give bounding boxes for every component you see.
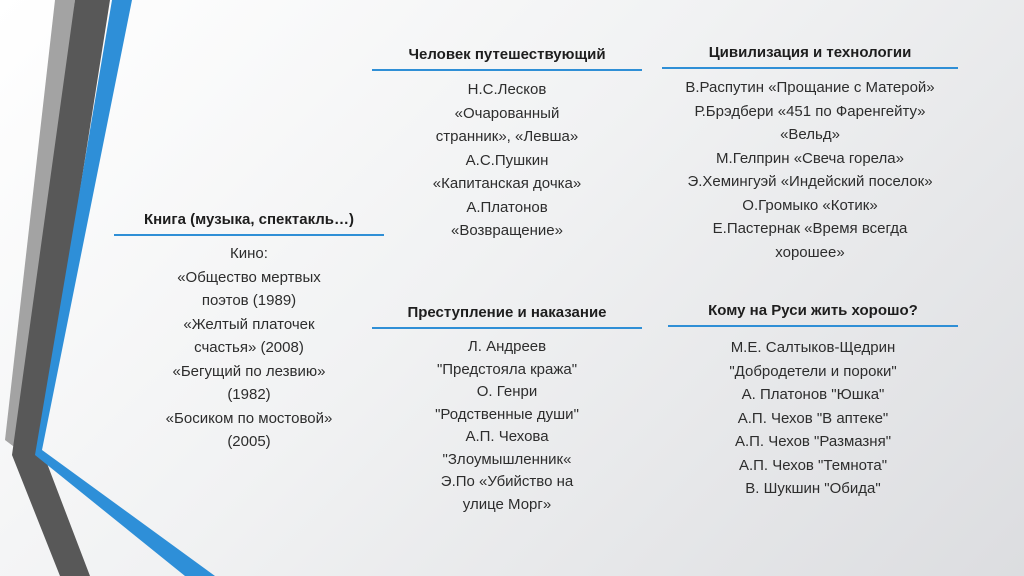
traveler-list [372, 78, 642, 243]
russia-list [668, 336, 958, 501]
list-item: странник», «Левша» [435, 128, 579, 145]
list-item: Кино: [230, 245, 268, 262]
list-item: В. Шукшин "Обида" [745, 480, 881, 497]
list-item: О.Громыко «Котик» [742, 196, 878, 214]
list-item: «Очарованный [454, 104, 560, 122]
list-item: А.П. Чехов "В аптеке" [737, 409, 889, 427]
list-item: «Вельд» [780, 126, 840, 143]
list-item: (1982) [227, 386, 271, 403]
crime-heading: Преступление и наказание [372, 304, 642, 329]
list-item: О. Генри [476, 383, 538, 400]
list-item: «Желтый платочек [183, 315, 315, 333]
list-item: Э.По «Убийство на [440, 473, 574, 490]
book-block [114, 211, 384, 454]
list-item: хорошее» [775, 243, 845, 261]
list-item: "Родственные души" [435, 405, 579, 423]
traveler-heading: Человек путешествующий [372, 46, 642, 71]
list-item: улице Морг» [462, 495, 552, 513]
book-heading: Книга (музыка, спектакль…) [114, 211, 384, 236]
list-item: Э.Хемингуэй «Индейский поселок» [687, 173, 933, 190]
list-item: Н.С.Лесков [467, 81, 547, 98]
book-list [114, 242, 384, 454]
list-item: «Капитанская дочка» [432, 175, 582, 192]
traveler-block [372, 46, 642, 243]
russia-heading: Кому на Руси жить хорошо? [668, 302, 958, 327]
list-item: "Злоумышленник« [442, 450, 572, 468]
list-item: А. Платонов "Юшка" [741, 386, 885, 403]
civilization-block [662, 44, 958, 264]
civilization-heading: Цивилизация и технологии [662, 44, 958, 69]
list-item: поэтов (1989) [201, 292, 297, 309]
list-item: "Предстояла кража" [436, 360, 578, 378]
list-item: «Общество мертвых [177, 268, 321, 286]
crime-list [372, 336, 642, 516]
list-item: Р.Брэдбери «451 по Фаренгейту» [694, 102, 926, 120]
russia-block [668, 302, 958, 501]
list-item: (2005) [227, 433, 271, 450]
list-item: Л. Андреев [467, 338, 547, 355]
list-item: А.П. Чехов "Размазня" [734, 433, 892, 450]
list-item: А.П. Чехова [465, 428, 549, 445]
list-item: М.Гелприн «Свеча горела» [716, 149, 904, 167]
civilization-list [662, 76, 958, 264]
list-item: А.П. Чехов "Темнота" [738, 456, 888, 474]
list-item: «Босиком по мостовой» [165, 409, 333, 427]
crime-block [372, 304, 642, 516]
list-item: «Возвращение» [451, 222, 563, 239]
list-item: М.Е. Салтыков-Щедрин [730, 339, 896, 356]
list-item: А.Платонов [466, 198, 548, 216]
list-item: «Бегущий по лезвию» [172, 362, 326, 380]
list-item: Е.Пастернак «Время всегда [712, 220, 908, 237]
list-item: А.С.Пушкин [465, 151, 549, 169]
list-item: "Добродетели и пороки" [729, 362, 897, 380]
list-item: В.Распутин «Прощание с Матерой» [685, 79, 935, 96]
list-item: счастья» (2008) [194, 339, 304, 356]
